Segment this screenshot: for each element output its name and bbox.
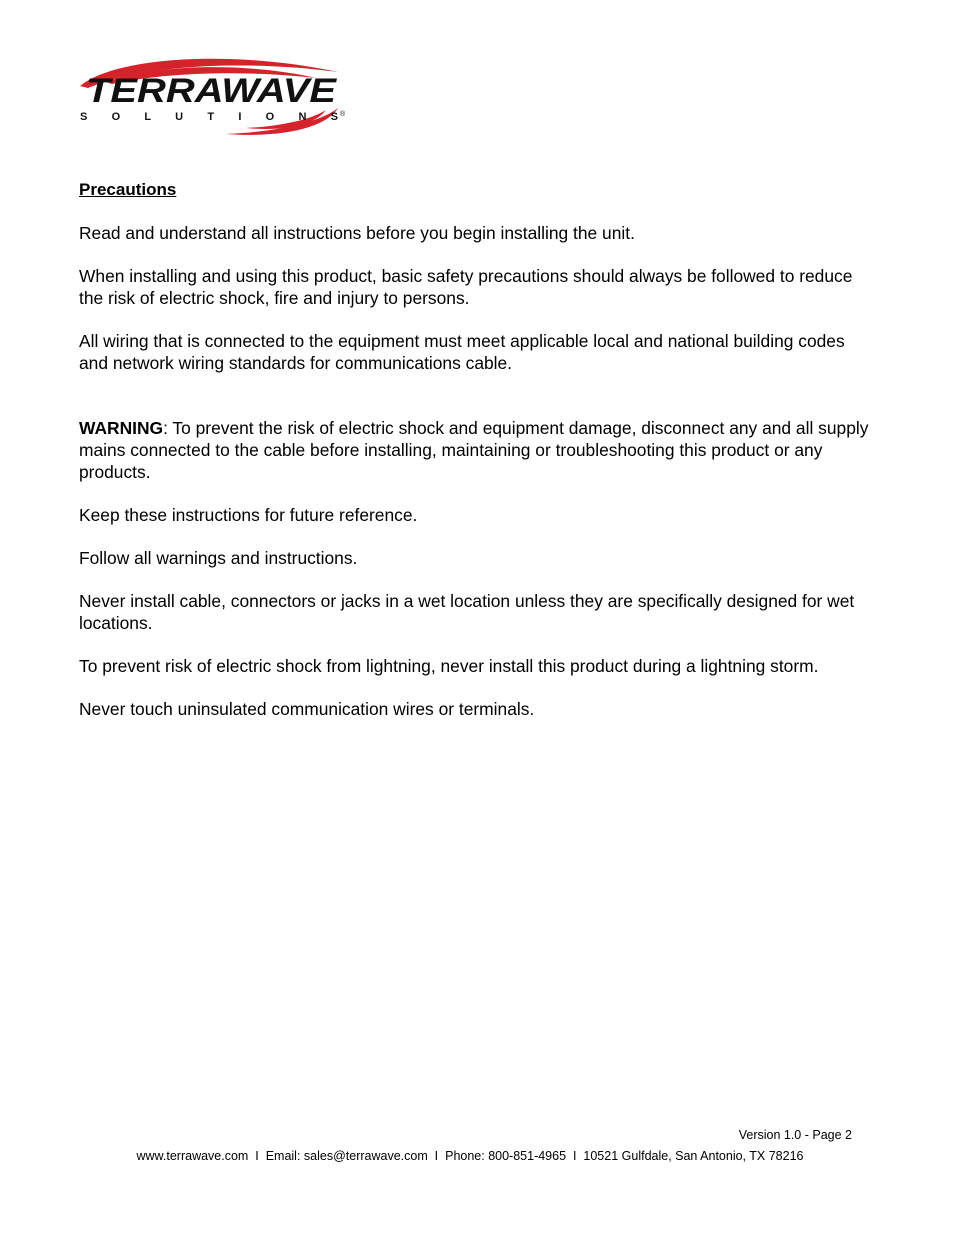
paragraph-keep-instructions: Keep these instructions for future reference. <box>79 505 418 525</box>
logo-registered-mark: ® <box>340 111 346 118</box>
version-page-label: Version 1.0 - Page 2 <box>738 1128 852 1142</box>
paragraph-wet-location: Never install cable, connectors or jacks in a wet location unless they are specifically designed for wet locations. <box>79 591 855 633</box>
paragraph-lightning: To prevent risk of electric shock from lightning, never install this product during a lightning storm. <box>79 656 819 676</box>
paragraph-uninsulated-wires: Never touch uninsulated communication wires or terminals. <box>79 699 535 719</box>
warning-text: : To prevent the risk of electric shock and equipment damage, disconnect any and all supply mains connected to the cable before installing, maintaining or troubleshooting this product or any products. <box>79 418 869 482</box>
footer-contact-line: www.terrawave.com I Email: sales@terrawave.com I Phone: 800-851-4965 I 10521 Gulfdale, San Antonio, TX 78216 <box>136 1149 804 1163</box>
terrawave-logo-graphic <box>76 52 348 138</box>
warning-paragraph <box>79 417 869 483</box>
paragraph-follow-warnings: Follow all warnings and instructions. <box>79 548 358 568</box>
logo-subtitle: S O L U T I O N S <box>80 111 338 123</box>
paragraph-read-instructions: Read and understand all instructions before you begin installing the unit. <box>79 223 635 243</box>
section-heading: Precautions <box>79 180 177 199</box>
terrawave-logo <box>76 52 348 138</box>
paragraph-safety-precautions: When installing and using this product, basic safety precautions should always be followed to reduce the risk of electric shock, fire and injury to persons. <box>79 266 853 308</box>
paragraph-wiring-codes: All wiring that is connected to the equipment must meet applicable local and national building codes and network wiring standards for communications cable. <box>79 331 845 373</box>
precautions-section <box>79 179 869 741</box>
warning-label: WARNING <box>79 418 164 438</box>
logo-wordmark: TERRAWAVE <box>86 72 338 110</box>
